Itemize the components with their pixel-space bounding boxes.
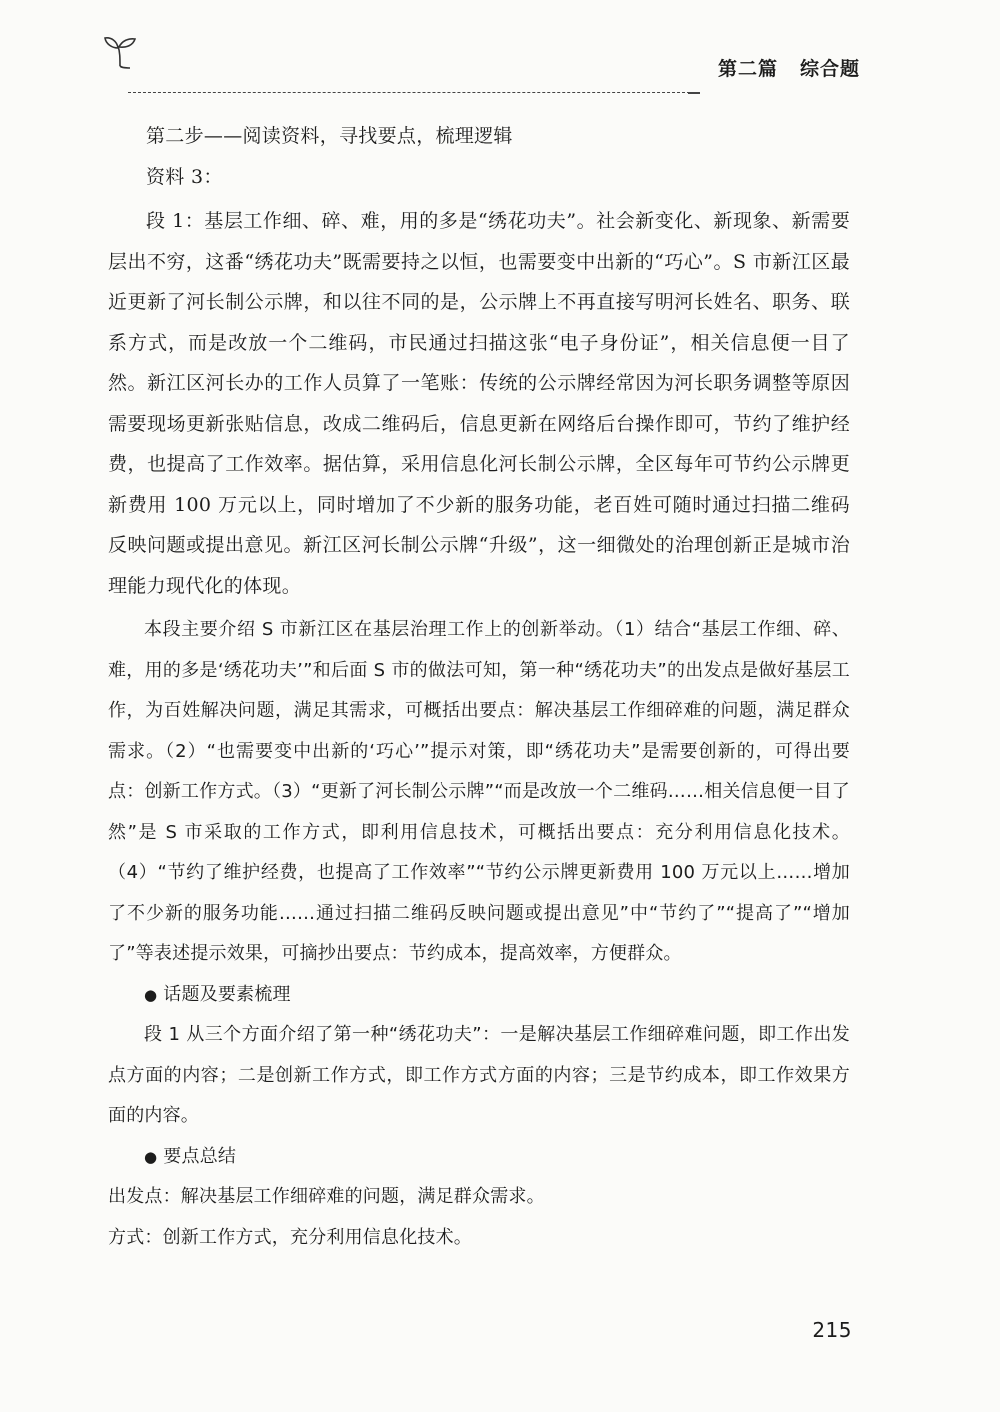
step-title: 第二步——阅读资料，寻找要点，梳理逻辑 [146,125,513,147]
sprout-icon [100,32,140,72]
bullet-topic-label: 话题及要素梳理 [163,983,291,1005]
page-body [108,116,850,1258]
header-rule-end [688,92,700,94]
material-paragraph-1: 段 1：基层工作细、碎、难，用的多是“绣花功夫”。社会新变化、新现象、新需要层出不穷，这番“绣花功夫”既需要持之以恒，也需要变中出新的“巧心”。S 市新江区最近更新了河长制公示牌，和以往不同的是，公示牌上不再直接写明河长姓名、职务、联系方式，而是改放一个二维码，市民通过扫描这张“电子身份证”，相关信息便一目了然。新江区河长办的工作人员算了一笔账：传统的公示牌经常因为河长职务调整等原因需要现场更新张贴信息，改成二维码后，信息更新在网络后台操作即可，节约了维护经费，也提高了工作效率。据估算，采用信息化河长制公示牌，全区每年可节约公示牌更新费用 100 万元以上，同时增加了不少新的服务功能，老百姓可随时通过扫描二维码反映问题或提出意见。新江区河长制公示牌“升级”，这一细微处的治理创新正是城市治理能力现代化的体现。 [108,210,850,597]
header-part: 第二篇 [717,58,778,80]
bullet-dot-icon: ● [144,1147,158,1166]
page-number: 215 [812,1318,852,1342]
bullet-topic-elements [108,975,850,1016]
point-method: 方式：创新工作方式，充分利用信息化技术。 [108,1226,472,1248]
bullet-key-points-label: 要点总结 [163,1145,237,1167]
header-dashed-rule [128,92,690,93]
summary-paragraph: 段 1 从三个方面介绍了第一种“绣花功夫”：一是解决基层工作细碎难问题，即工作出发点方面的内容；二是创新工作方式，即工作方式方面的内容；三是节约成本，即工作效果方面的内容。 [108,1024,850,1126]
analysis-paragraph: 本段主要介绍 S 市新江区在基层治理工作上的创新举动。（1）结合“基层工作细、碎、难，用的多是‘绣花功夫’”和后面 S 市的做法可知，第一种“绣花功夫”的出发点是做好基层工作，为百姓解决问题，满足其需求，可概括出要点：解决基层工作细碎难的问题，满足群众需求。（2）“也需要变中出新的‘巧心’”提示对策，即“绣花功夫”是需要创新的，可得出要点：创新工作方式。（3）“更新了河长制公示牌”“而是改放一个二维码……相关信息便一目了然”是 S 市采取的工作方式，即利用信息技术，可概括出要点：充分利用信息化技术。（4）“节约了维护经费，也提高了工作效率”“节约公示牌更新费用 100 万元以上……增加了不少新的服务功能……通过扫描二维码反映问题或提出意见”中“节约了”“提高了”“增加了”等表述提示效果，可摘抄出要点：节约成本，提高效率，方便群众。 [108,619,850,964]
material-label: 资料 3： [146,165,223,188]
point-starting: 出发点：解决基层工作细碎难的问题，满足群众需求。 [108,1186,545,1207]
running-header [100,28,860,88]
header-section: 综合题 [799,58,860,80]
bullet-key-points [108,1137,850,1178]
bullet-dot-icon: ● [144,985,158,1004]
header-section-title [718,54,860,81]
